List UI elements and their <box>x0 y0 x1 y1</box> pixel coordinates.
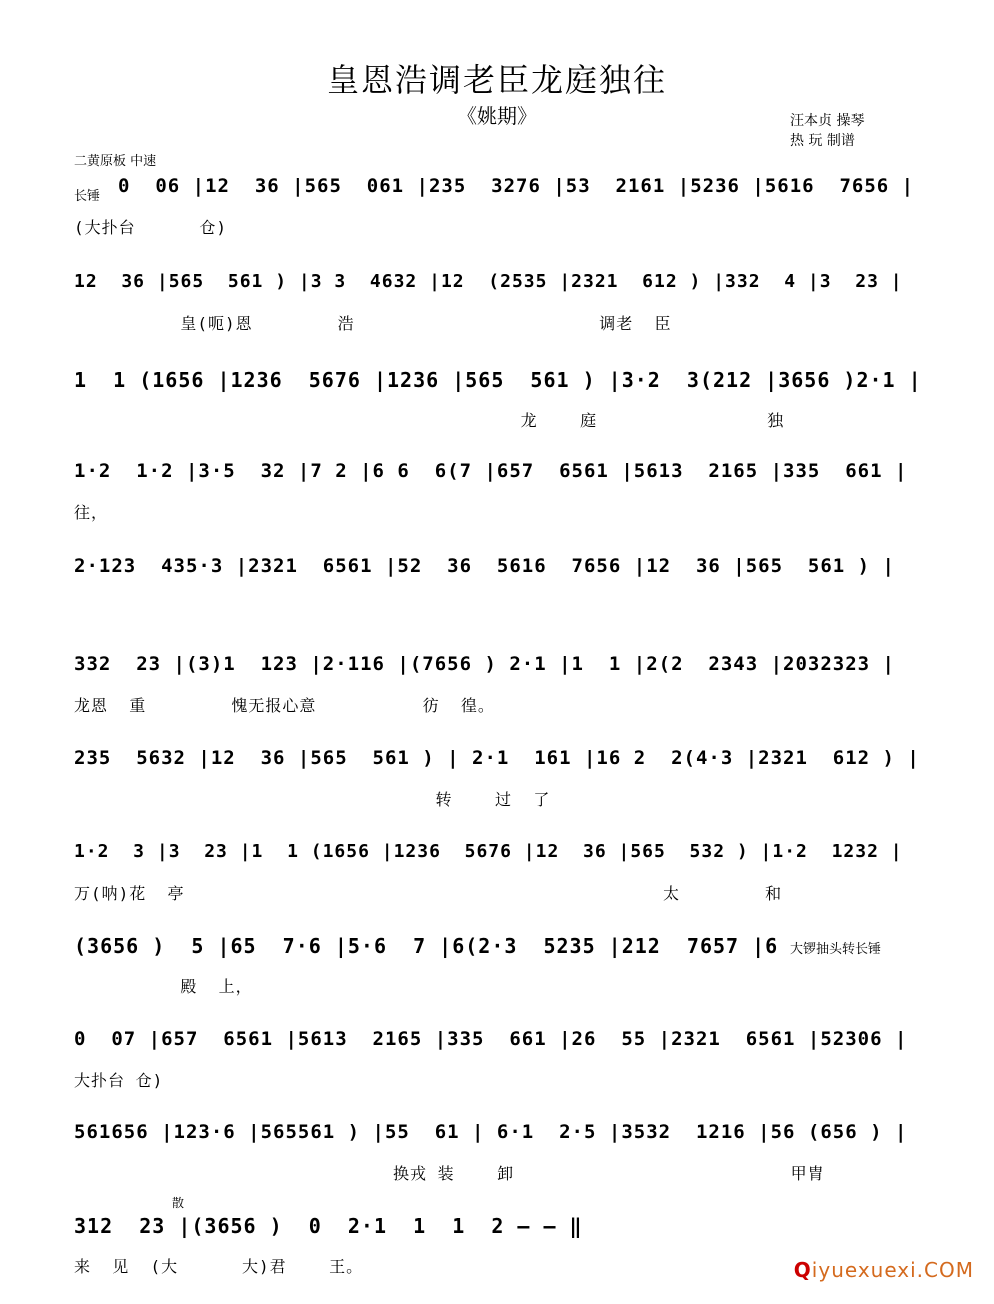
notation-line: 235 5632 |12 36 |565 561 ) | 2·1 161 |16 2 2(4·3 |2321 612 ) | <box>74 747 920 769</box>
site-watermark: Qiyuexuexi.COM <box>793 1258 974 1282</box>
performance-note: 大锣抽头转长锤 <box>790 942 882 957</box>
system-prefix: 长锤 <box>74 189 101 204</box>
staff-system <box>0 368 994 458</box>
ending-marking: 散 <box>172 1196 185 1210</box>
staff-system <box>0 841 994 931</box>
notation-line: 1·2 3 |3 23 |1 1 (1656 |1236 5676 |12 36 |565 532 ) |1·2 1232 | <box>74 841 903 862</box>
lyrics-line: 皇(呃)恩 浩 调老 臣 <box>74 314 672 333</box>
staff-system <box>0 934 994 1024</box>
staff-system <box>0 175 994 265</box>
lyrics-line: 来 见 (大 大)君 王。 <box>74 1257 364 1276</box>
notation-line: 0 06 |12 36 |565 061 |235 3276 |53 2161 |5236 |5616 7656 | <box>118 175 915 197</box>
credit-performer: 汪本贞 操琴 <box>790 113 865 129</box>
notation-line: 2·123 435·3 |2321 6561 |52 36 5616 7656 |12 36 |565 561 ) | <box>74 555 895 577</box>
notation-line: 332 23 |(3)1 123 |2·116 |(7656 ) 2·1 |1 1 |2(2 2343 |2032323 | <box>74 653 895 675</box>
lyrics-line: 转 过 了 <box>74 790 551 809</box>
notation-line: 0 07 |657 6561 |5613 2165 |335 661 |26 55 |2321 6561 |52306 | <box>74 1028 908 1050</box>
notation-line: 12 36 |565 561 ) |3 3 4632 |12 (2535 |2321 612 ) |332 4 |3 23 | <box>74 271 903 292</box>
credit-transcriber: 热 玩 制谱 <box>790 133 855 149</box>
page-title: 皇恩浩调老臣龙庭独往 <box>326 61 667 99</box>
notation-line: 1 1 (1656 |1236 5676 |1236 |565 561 ) |3·2 3(212 |3656 )2·1 | <box>74 368 922 392</box>
lyrics-line: 大扑台 仓) <box>74 1071 164 1090</box>
staff-system <box>0 555 994 645</box>
notation-line: 312 23 |(3656 ) 0 2·1 1 1 2 — — ‖ <box>74 1214 583 1238</box>
staff-system <box>0 747 994 837</box>
lyrics-line: (大扑台 仓) <box>74 218 228 237</box>
staff-system <box>0 1121 994 1211</box>
lyrics-line: 往， <box>74 503 109 522</box>
staff-system <box>0 653 994 743</box>
tempo-marking: 二黄原板 中速 <box>74 154 157 169</box>
opera-name: 《姚期》 <box>457 104 537 128</box>
notation-line: (3656 ) 5 |65 7·6 |5·6 7 |6(2·3 5235 |212 7657 |6 <box>74 934 779 958</box>
staff-system <box>0 460 994 550</box>
lyrics-line: 换戎 装 卸 甲胄 <box>74 1164 825 1183</box>
lyrics-line: 殿 上， <box>74 977 253 996</box>
notation-line: 1·2 1·2 |3·5 32 |7 2 |6 6 6(7 |657 6561 |5613 2165 |335 661 | <box>74 460 908 482</box>
staff-system <box>0 271 994 361</box>
lyrics-line: 万(呐)花 亭 太 和 <box>74 884 783 903</box>
lyrics-line: 龙恩 重 愧无报心意 彷 徨。 <box>74 696 495 715</box>
lyrics-line: 龙 庭 独 <box>74 411 785 430</box>
notation-line: 561656 |123·6 |565561 ) |55 61 | 6·1 2·5 |3532 1216 |56 (656 ) | <box>74 1121 908 1143</box>
staff-system <box>0 1028 994 1118</box>
